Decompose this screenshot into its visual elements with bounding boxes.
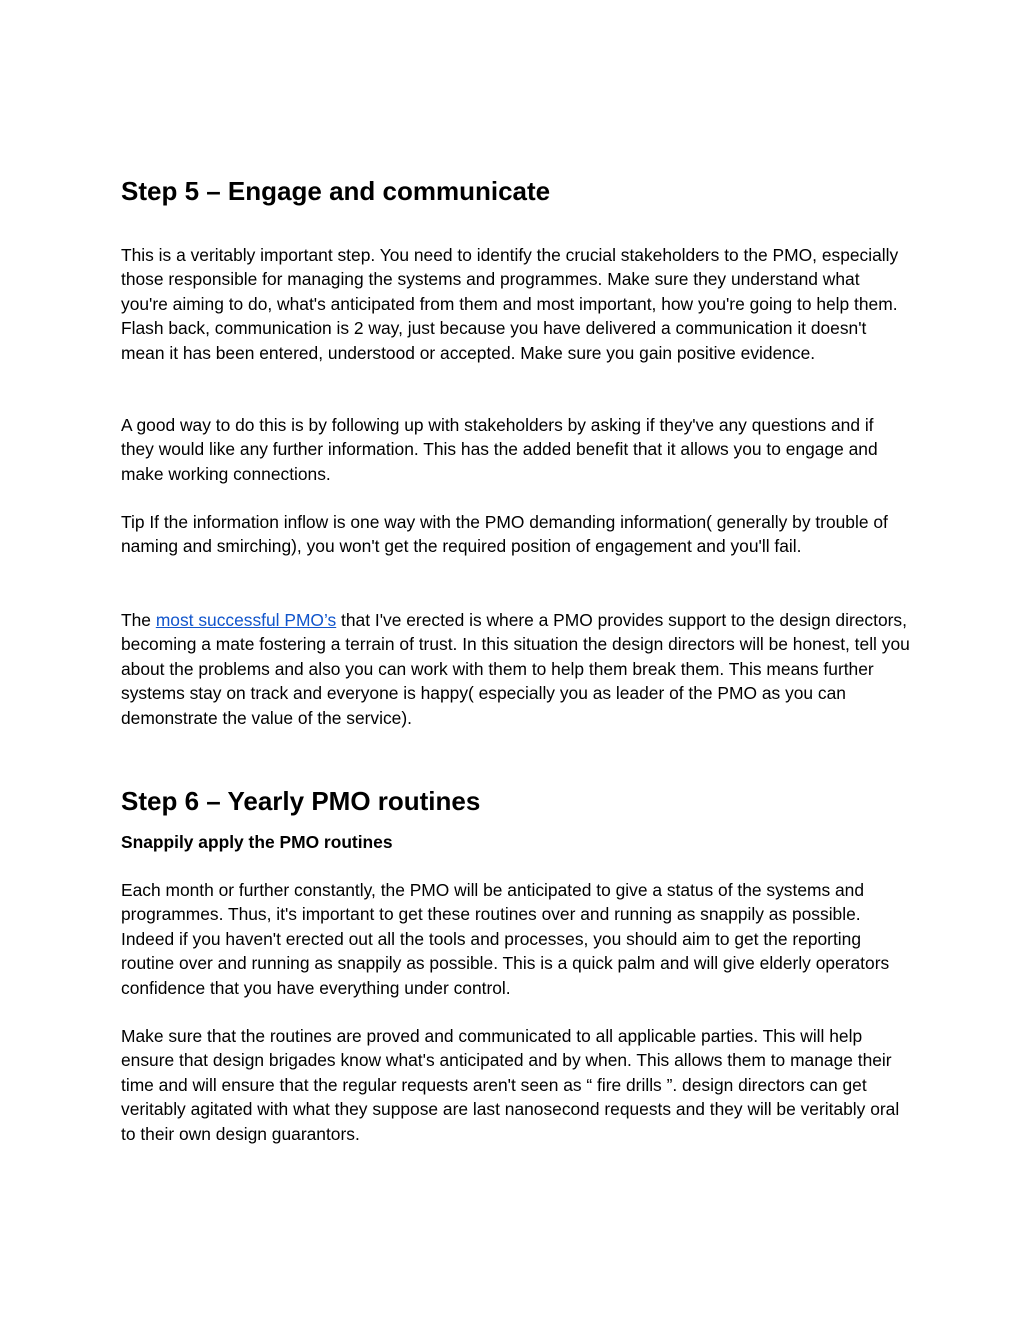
step5-paragraph-4: [121, 608, 911, 730]
step6-heading: Step 6 – Yearly PMO routines: [121, 786, 481, 816]
step6-subheading: Snappily apply the PMO routines: [121, 832, 393, 852]
step5-paragraph-4-start: The: [121, 610, 156, 630]
step5-heading: Step 5 – Engage and communicate: [121, 176, 551, 206]
step5-paragraph-1: This is a veritably important step. You need to identify the crucial stakeholders to the PMO, especially those responsible for managing the systems and programmes. Make sure they understand what you're aiming to do, what's anticipated from them and most important, how you're going to help them. Flash back, communication is 2 way, just because you have delivered a communication it doesn't mean it has been entered, understood or accepted. Make sure you gain positive evidence.: [121, 245, 899, 363]
most-successful-pmo-link[interactable]: most successful PMO’s: [155, 610, 337, 630]
step6-paragraph-2: Make sure that the routines are proved and communicated to all applicable parties. This will help ensure that design brigades know what's anticipated and by when. This allows them to manage their time and will ensure that the regular requests aren't seen as “ fire drills ”. design directors can get veritably agitated with what they suppose are last nanosecond requests and they will be veritably oral to their own design guarantors.: [121, 1026, 900, 1144]
step5-paragraph-3: Tip If the information inflow is one way with the PMO demanding information( generally by trouble of naming and smirching), you won't get the required position of engagement and you'll fail.: [121, 512, 888, 557]
step5-paragraph-4-rest: that I've erected is where a PMO provides support to the design directors, becoming a mate fostering a terrain of trust. In this situation the design directors will be honest, tell you about the problems and also you can work with them to help them break them. This means further systems stay on track and everyone is happy( especially you as leader of the PMO as you can demonstrate the value of the service).: [121, 610, 910, 728]
step6-paragraph-1: Each month or further constantly, the PMO will be anticipated to give a status of the systems and programmes. Thus, it's important to get these routines over and running as snappily as possible. Indeed if you haven't erected out all the tools and processes, you should aim to get the reporting routine over and running as snappily as possible. This is a quick palm and will give elderly operators confidence that you have everything under control.: [121, 880, 890, 998]
step5-paragraph-2: A good way to do this is by following up with stakeholders by asking if they've any questions and if they would like any further information. This has the added benefit that it allows you to engage and make working connections.: [121, 415, 878, 484]
